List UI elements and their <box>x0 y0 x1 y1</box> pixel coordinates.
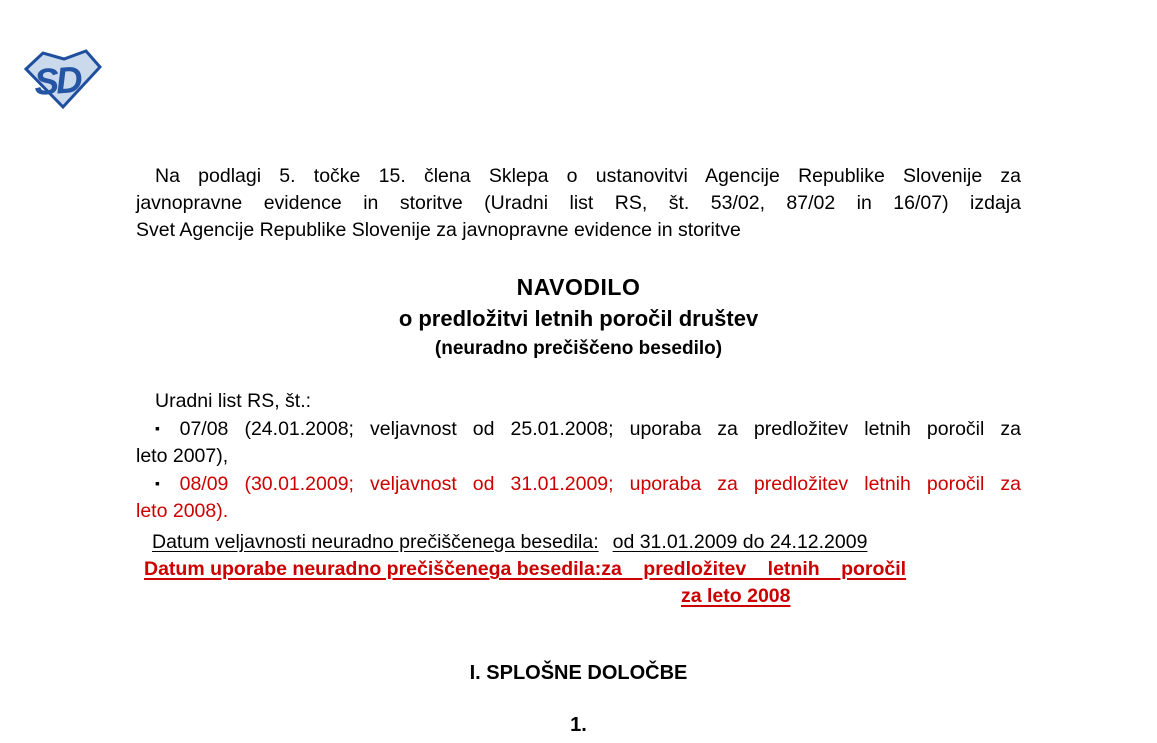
gazette-item-continuation: leto 2007), <box>136 445 229 467</box>
intro-paragraph <box>136 163 1021 244</box>
gazette-item-text: 08/09 (30.01.2009; veljavnost od 31.01.2009; uporaba za predložitev letnih poročil za <box>179 473 1021 495</box>
logo <box>24 48 102 110</box>
document-title <box>136 271 1021 362</box>
gazette-item-continuation: leto 2008). <box>136 500 229 522</box>
square-bullet-icon: ▪ <box>155 475 171 491</box>
usage-value: za predložitev letnih poročil <box>601 558 907 580</box>
shield-diamond-icon <box>24 48 102 110</box>
validity-value: od 31.01.2009 do 24.12.2009 <box>612 531 868 553</box>
logo-letters: SD <box>32 58 81 103</box>
article-number: 1. <box>570 714 587 736</box>
usage-line <box>144 556 1021 583</box>
gazette-heading: Uradni list RS, št.: <box>155 390 312 412</box>
usage-line-continuation <box>136 583 1021 610</box>
intro-line: javnopravne evidence in storitve (Uradni list RS, št. 53/02, 87/02 in 16/07) izdaja <box>136 192 1021 214</box>
validity-line <box>152 529 1021 556</box>
section-heading: I. SPLOŠNE DOLOČBE <box>469 662 688 684</box>
usage-label: Datum uporabe neuradno prečiščenega besedila: <box>144 558 602 580</box>
gazette-list <box>136 388 1021 525</box>
intro-line: Svet Agencije Republike Slovenije za javnopravne evidence in storitve <box>136 219 741 241</box>
title-main: NAVODILO <box>516 274 641 300</box>
validity-block <box>136 529 1021 610</box>
gazette-item <box>136 470 1021 498</box>
intro-line: Na podlagi 5. točke 15. člena Sklepa o ustanovitvi Agencije Republike Slovenije za <box>155 165 1021 187</box>
square-bullet-icon: ▪ <box>155 420 171 436</box>
title-subtitle: o predložitvi letnih poročil društev <box>398 306 759 331</box>
title-note: (neuradno prečiščeno besedilo) <box>434 338 723 359</box>
gazette-item-text: 07/08 (24.01.2008; veljavnost od 25.01.2008; uporaba za predložitev letnih poročil za <box>179 418 1021 440</box>
validity-label: Datum veljavnosti neuradno prečiščenega besedila: <box>152 531 599 553</box>
usage-value-continuation: za leto 2008 <box>681 585 791 607</box>
gazette-item <box>136 415 1021 443</box>
